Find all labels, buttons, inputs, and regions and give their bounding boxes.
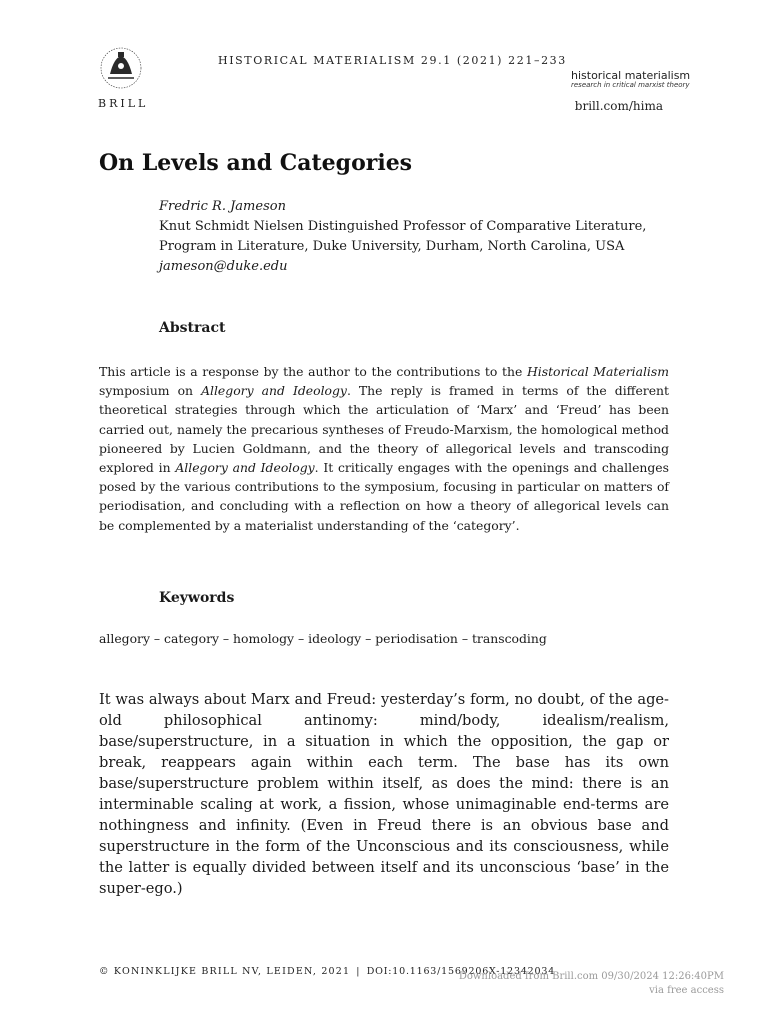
journal-url-link[interactable]: brill.com/hima	[574, 99, 663, 113]
abstract-book-title-2: Allegory and Ideology	[175, 460, 315, 476]
publisher-wordmark: BRILL	[98, 97, 149, 110]
body-paragraph: It was always about Marx and Freud: yesterday’s form, no doubt, of the age-old philosophical antinomy: mind/body, idealism/realism, base/superstructure, in a situation in which the opposition, the gap or break, reappears again within each term. The base has its own base/superstructure problem within itself, as does the mind: there is an interminable scaling at work, a fission, whose unimaginable end-terms are nothingness and infinity. (Even in Freud there is an obvious base and superstructure in the form of the Unconscious and its consciousness, while the latter is equally divided between itself and its unconscious ‘base’ in the super-ego.)	[99, 691, 669, 897]
abstract-part-1: This article is a response by the author to the contributions to the	[99, 364, 527, 379]
footer-doi-link[interactable]: DOI:10.1163/1569206X-12342034	[366, 966, 556, 977]
keywords-list: allegory – category – homology – ideology – periodisation – transcoding	[99, 631, 547, 646]
author-block	[159, 197, 646, 277]
abstract-heading: Abstract	[159, 320, 226, 336]
footer-separator: |	[356, 966, 361, 977]
abstract-part-4: . It critically engages with the openings and challenges posed by the various contributions to the symposium, focusing in particular on matters of periodisation, and concluding with a reflection on how a theory of allegorical levels can be complemented by a materialist understanding of the ‘category’.	[99, 460, 670, 533]
abstract-part-2: symposium on	[99, 383, 202, 399]
affiliation-line-2: Program in Literature, Duke University, Durham, North Carolina, USA	[159, 239, 625, 254]
affiliation-line-1: Knut Schmidt Nielsen Distinguished Professor of Comparative Literature,	[159, 219, 647, 234]
brill-logo-icon	[96, 44, 146, 96]
access-watermark: via free access	[649, 985, 724, 996]
abstract-journal-name: Historical Materialism	[526, 364, 670, 379]
abstract-book-title-1: Allegory and Ideology	[201, 383, 347, 399]
journal-logo-subtitle: research in critical marxist theory	[571, 81, 690, 89]
abstract-part-3: . The reply is framed in terms of the different theoretical strategies through which the articulation of ‘Marx’ and ‘Freud’ has been carried out, namely the precarious syntheses of Freudo-Marxism, the homological method pioneered by Lucien Goldmann, and the theory of allegorical levels and transcoding explored in	[99, 383, 670, 476]
journal-logo-title: historical materialism	[571, 69, 691, 82]
author-name: Fredric R. Jameson	[159, 199, 286, 214]
footer-copyright: © KONINKLIJKE BRILL NV, LEIDEN, 2021	[99, 966, 351, 977]
article-title: On Levels and Categories	[99, 150, 413, 176]
download-watermark: Downloaded from Brill.com 09/30/2024 12:26:40PM	[458, 971, 724, 982]
abstract-text	[99, 362, 669, 535]
journal-citation: HISTORICAL MATERIALISM 29.1 (2021) 221–233	[218, 54, 567, 67]
author-email-link[interactable]: jameson@duke.edu	[159, 259, 288, 274]
keywords-heading: Keywords	[159, 590, 235, 606]
